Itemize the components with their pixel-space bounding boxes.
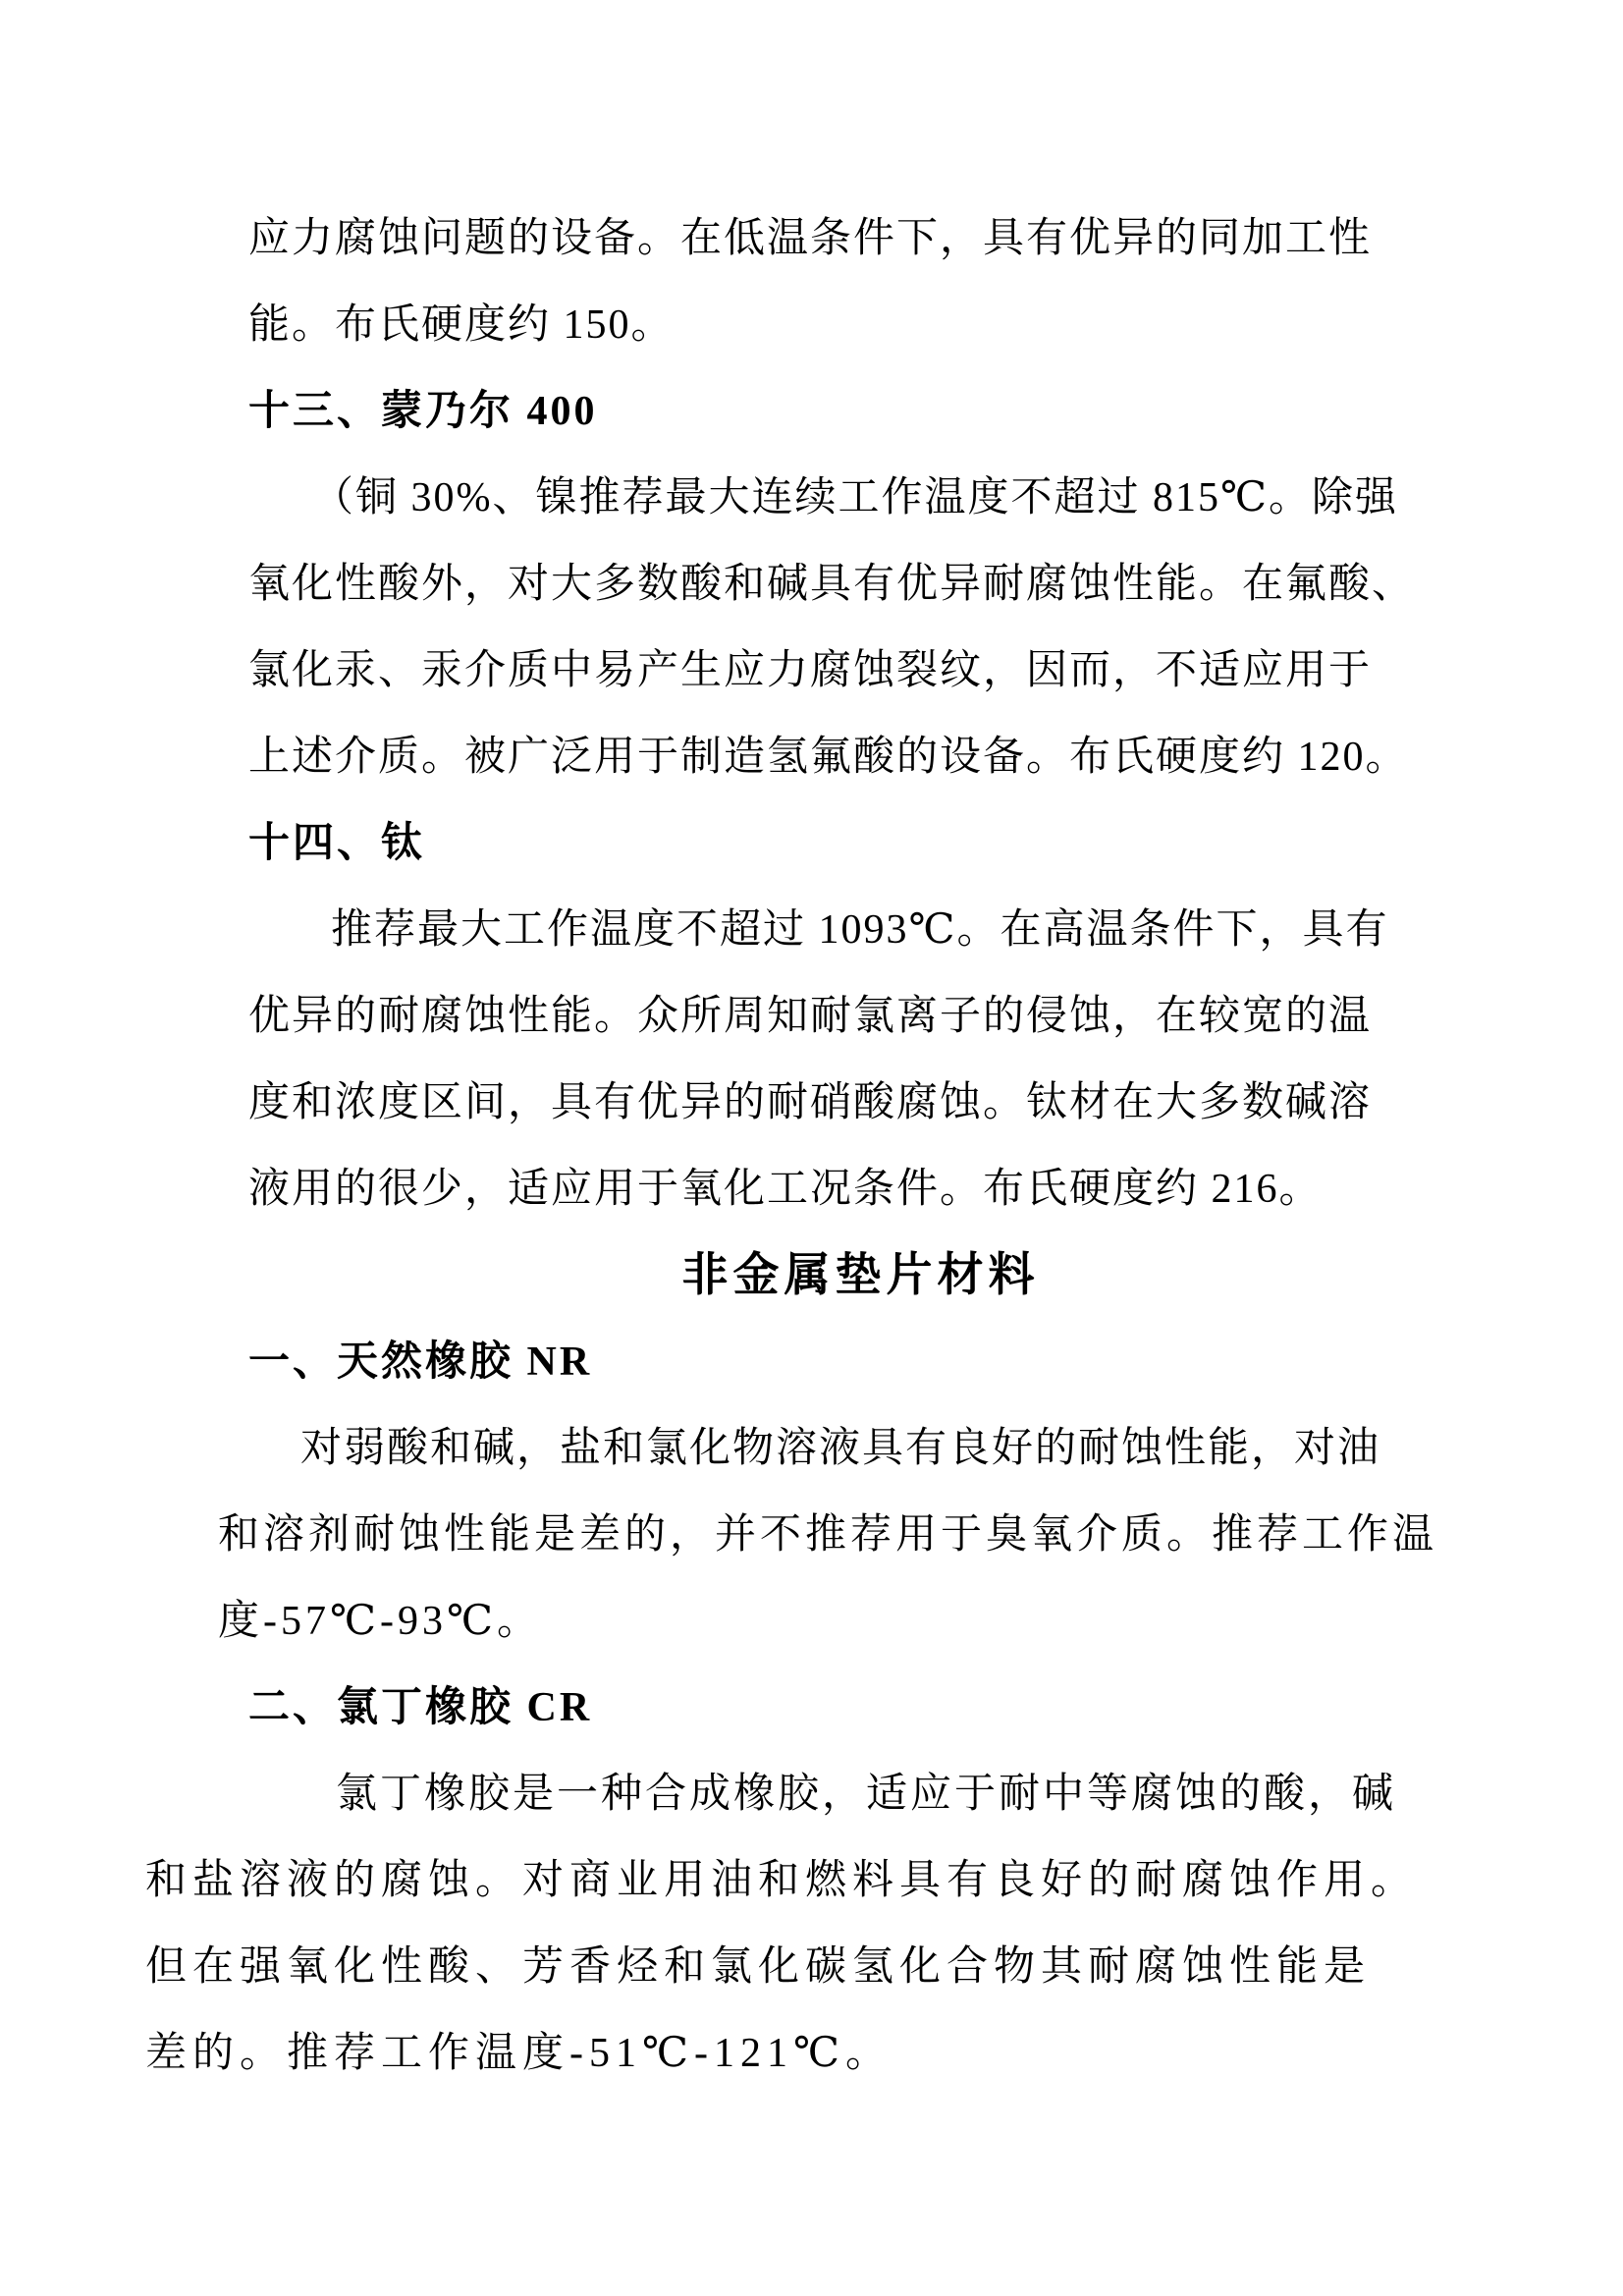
section-monel	[0, 368, 1623, 800]
section-intro	[0, 195, 1623, 368]
section-chloroprene	[0, 1665, 1623, 2097]
section-natural-rubber	[0, 1319, 1623, 1665]
nonmetal-gasket-title: 非金属垫片材料	[681, 1250, 1040, 1301]
text-line: 应力腐蚀问题的设备。在低温条件下，具有优异的同加工性	[248, 216, 1373, 261]
text-line: 度和浓度区间，具有优异的耐硝酸腐蚀。钛材在大多数碱溶	[248, 1080, 1373, 1125]
section-heading-chloroprene: 二、氯丁橡胶 CR	[248, 1685, 593, 1730]
text-line: 但在强氧化性酸、芳香烃和氯化碳氢化合物其耐腐蚀性能是	[145, 1944, 1372, 1990]
text-line: 优异的耐腐蚀性能。众所周知耐氯离子的侵蚀，在较宽的温	[248, 994, 1373, 1039]
section-titanium	[0, 800, 1623, 1232]
text-line: 差的。推荐工作温度-51℃-121℃。	[145, 2031, 893, 2076]
text-line: 上述介质。被广泛用于制造氢氟酸的设备。布氏硬度约 120。	[248, 735, 1409, 780]
text-line: 液用的很少，适应用于氧化工况条件。布氏硬度约 216。	[248, 1167, 1323, 1212]
text-line: 氯丁橡胶是一种合成橡胶，适应于耐中等腐蚀的酸，碱	[336, 1772, 1397, 1817]
text-line: 和盐溶液的腐蚀。对商业用油和燃料具有良好的耐腐蚀作用。	[145, 1858, 1419, 1903]
section-heading-monel: 十三、蒙乃尔 400	[248, 389, 598, 434]
text-line: 对弱酸和碱，盐和氯化物溶液具有良好的耐蚀性能，对油	[300, 1426, 1381, 1471]
text-line: 和溶剂耐蚀性能是差的，并不推荐用于臭氧介质。推荐工作温	[218, 1512, 1438, 1558]
text-line: 氯化汞、汞介质中易产生应力腐蚀裂纹，因而，不适应用于	[248, 648, 1373, 693]
section-heading-natural-rubber: 一、天然橡胶 NR	[248, 1339, 593, 1385]
section-heading-titanium: 十四、钛	[248, 821, 426, 866]
text-line: 能。布氏硬度约 150。	[248, 302, 675, 348]
text-line: （铜 30%、镍推荐最大连续工作温度不超过 815℃。除强	[312, 475, 1398, 520]
text-line: 氧化性酸外，对大多数酸和碱具有优异耐腐蚀性能。在氟酸、	[248, 562, 1416, 607]
text-line: 度-57℃-93℃。	[218, 1599, 542, 1644]
text-line: 推荐最大工作温度不超过 1093℃。在高温条件下，具有	[331, 907, 1389, 953]
